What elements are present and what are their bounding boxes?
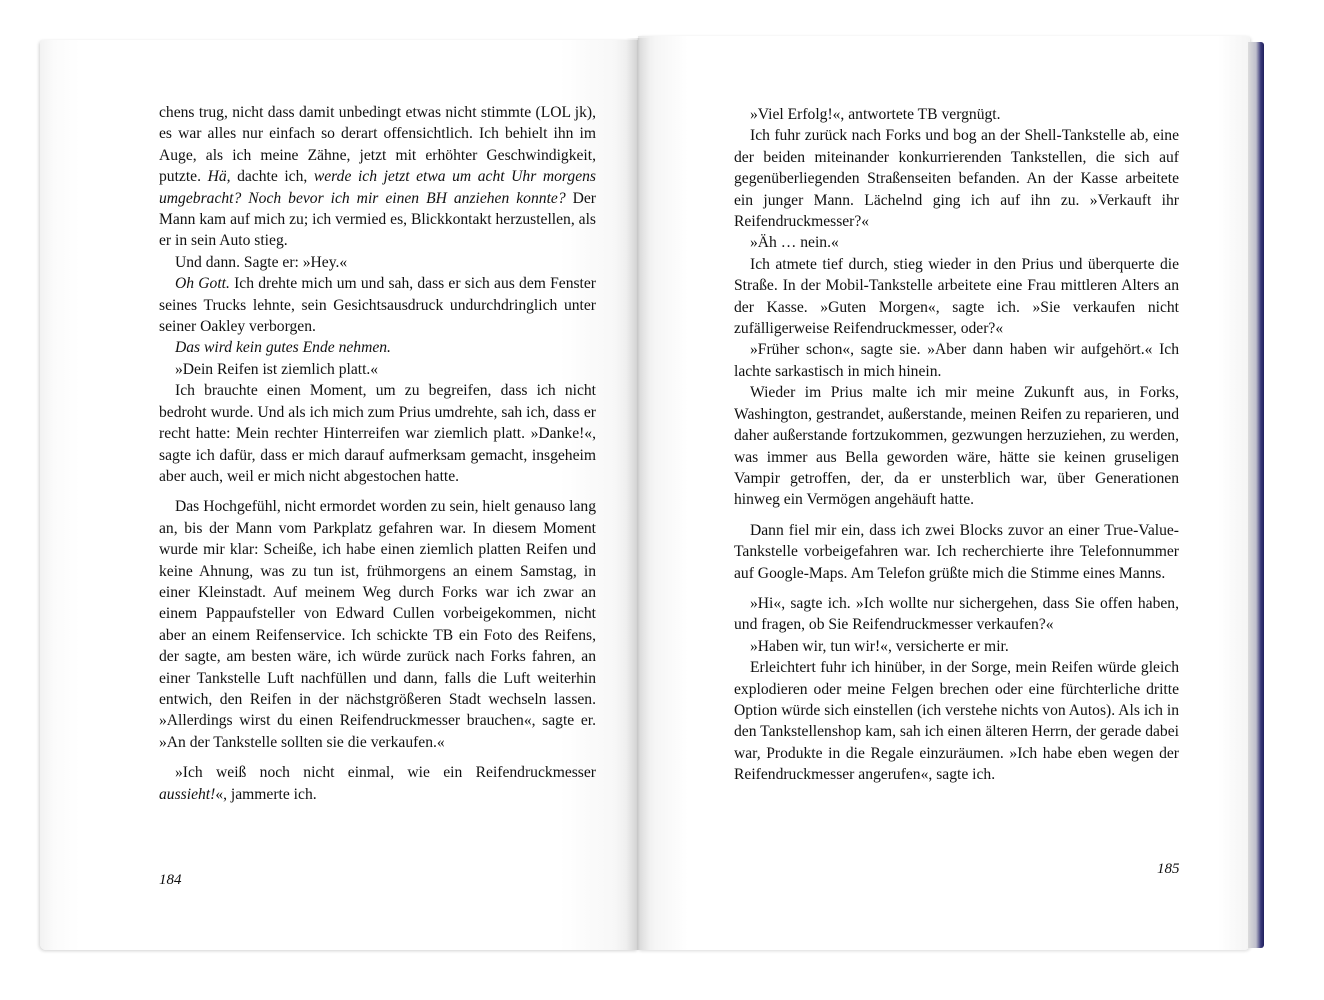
body-text: Wieder im Prius malte ich mir meine Zukunft aus, in Forks, Washington, gestrandet, außerstande, meinen Reifen zu reparieren, und daher außerstande fortzukommen, gezwungen herzuziehen, zu werden, was immer aus Bella geworden wäre, hätte sie keinen gruseligen Vampir getroffen, der, da er unsterblich war, über Generationen hinweg ein Vermögen angehäuft hatte. (734, 384, 1179, 509)
paragraph (159, 496, 596, 753)
body-text: Dann fiel mir ein, dass ich zwei Blocks zuvor an einer True-Value-Tankstelle vorbeigefahren war. Ich recherchierte ihre Telefonnummer auf Google-Maps. Am Telefon grüßte mich die Stimme eines Manns. (734, 521, 1179, 582)
body-text: Das Hochgefühl, nicht ermordet worden zu sein, hielt genauso lang an, bis der Mann vom Parkplatz gefahren war. In diesem Moment wurde mir klar: Scheiße, ich habe einen ziemlich platten Reifen und keine Ahnung, was zu tun ist, frühmorgens an einem Samstag, in einer Kleinstadt. Auf meinem Weg durch Forks war ich zwar an einem Pappaufsteller von Edward Cullen vorbeigekommen, nicht aber an einem Reifenservice. Ich schickte TB ein Foto des Reifens, der sagte, am besten wäre, ich würde zurück nach Forks fahren, an einer Tankstelle Luft nachfüllen und dann, falls die Luft weiterhin entwich, den Reifen in der nächstgrößeren Stadt wechseln lassen. »Allerdings wirst du einen Reifendruckmesser brauchen«, sagte er. »An der Tankstelle sollten sie die verkaufen.« (159, 498, 596, 751)
right-page-text (734, 104, 1179, 786)
open-book (40, 28, 1266, 956)
body-text: Erleichtert fuhr ich hinüber, in der Sorge, mein Reifen würde gleich explodieren oder meine Felgen brechen oder eine fürchterliche dritte Option würde sich einstellen (ich verstehe nichts von Autos). Als ich in den Tankstellenshop kam, sah ich einen älteren Herrn, der gerade dabei war, Produkte in die Regale einzuräumen. »Ich habe eben wegen der Reifendruckmesser angerufen«, sagte ich. (734, 659, 1179, 784)
paragraph (734, 520, 1179, 584)
body-text: »Viel Erfolg!«, antwortete TB vergnügt. (750, 106, 1001, 123)
paragraph (734, 104, 1179, 125)
body-text: »Haben wir, tun wir!«, versicherte er mir. (750, 637, 1009, 655)
body-text: Ich fuhr zurück nach Forks und bog an der Shell-Tankstelle ab, eine der beiden miteinander konkurrierenden Tankstellen, die sich auf gegenüberliegenden Straßenseiten befanden. An der Kasse arbeitete ein junger Mann. Lächelnd ging ich auf ihn zu. »Verkauft ihr Reifendruckmesser?« (734, 127, 1179, 231)
paragraph (159, 337, 596, 358)
body-text: Ich atmete tief durch, stieg wieder in den Prius und überquerte die Straße. In der Mobil-Tankstelle arbeitete eine Frau mittleren Alters an der Kasse. »Guten Morgen«, sagte ich. »Sie verkaufen nicht zufälligerweise Reifendruckmesser, oder?« (734, 255, 1179, 338)
paragraph (159, 359, 596, 380)
paragraph (734, 382, 1179, 510)
body-text: Und dann. Sagte er: »Hey.« (175, 253, 348, 271)
paragraph (159, 252, 596, 273)
paragraph (734, 339, 1179, 382)
left-page (40, 40, 638, 950)
italic-text: Das wird kein gutes Ende nehmen. (175, 339, 391, 357)
body-text: chens trug, nicht dass damit unbedingt etwas nicht stimmte (LOL jk), es war alles nur einfach so derart offensichtlich. Ich behielt ihn im Auge, als ich meine Zähne, jetzt mit erhöhter Geschwindigkeit, putzte. (159, 104, 596, 186)
right-page-number: 185 (1157, 861, 1180, 877)
left-page-number: 184 (159, 872, 182, 888)
right-page (638, 36, 1250, 950)
paragraph (734, 636, 1179, 657)
body-text: Ich brauchte einen Moment, um zu begreifen, dass ich nicht bedroht wurde. Und als ich mich zum Prius umdrehte, sah ich, dass er recht hatte: Mein rechter Hinterreifen war ziemlich platt. »Danke!«, sagte ich dafür, dass er mich darauf aufmerksam gemacht, insgeheim aber auch, weil er mich nicht abgestochen hatte. (159, 382, 596, 485)
page-block-edge (1248, 42, 1264, 948)
body-text: Der Mann kam auf mich zu; ich vermied es, Blickkontakt herzustellen, als er in sein Auto stieg. (159, 189, 596, 250)
left-page-text (159, 102, 596, 805)
body-text: Ich drehte mich um und sah, dass er sich aus dem Fenster seines Trucks lehnte, sein Gesichtsausdruck undurchdringlich unter seiner Oakley verborgen. (159, 275, 597, 336)
body-text: »Früher schon«, sagte sie. »Aber dann haben wir aufgehört.« Ich lachte sarkastisch in mich hinein. (734, 341, 1179, 380)
paragraph (734, 254, 1179, 340)
paragraph (734, 593, 1179, 636)
paragraph (159, 273, 596, 337)
paragraph (734, 657, 1179, 785)
paragraph (159, 102, 596, 252)
paragraph (159, 762, 596, 805)
italic-text: aussieht! (159, 785, 216, 803)
italic-text: Oh Gott. (175, 275, 230, 293)
body-text: »Ich weiß noch nicht einmal, wie ein Reifendruckmesser (175, 764, 596, 782)
body-text: »Äh … nein.« (750, 234, 839, 252)
paragraph (734, 125, 1179, 232)
paragraph (734, 232, 1179, 253)
body-text: «, jammerte ich. (215, 785, 317, 803)
body-text: »Dein Reifen ist ziemlich platt.« (175, 360, 379, 378)
body-text: dachte ich, (230, 168, 314, 186)
body-text: »Hi«, sagte ich. »Ich wollte nur sichergehen, dass Sie offen haben, und fragen, ob Sie Reifendruckmesser verkaufen?« (734, 594, 1179, 634)
paragraph (159, 380, 596, 487)
italic-text: werde ich jetzt etwa um acht Uhr morgens umgebracht? Noch bevor ich mir einen BH anziehen konnte? (159, 168, 596, 207)
italic-text: Hä, (207, 168, 231, 186)
